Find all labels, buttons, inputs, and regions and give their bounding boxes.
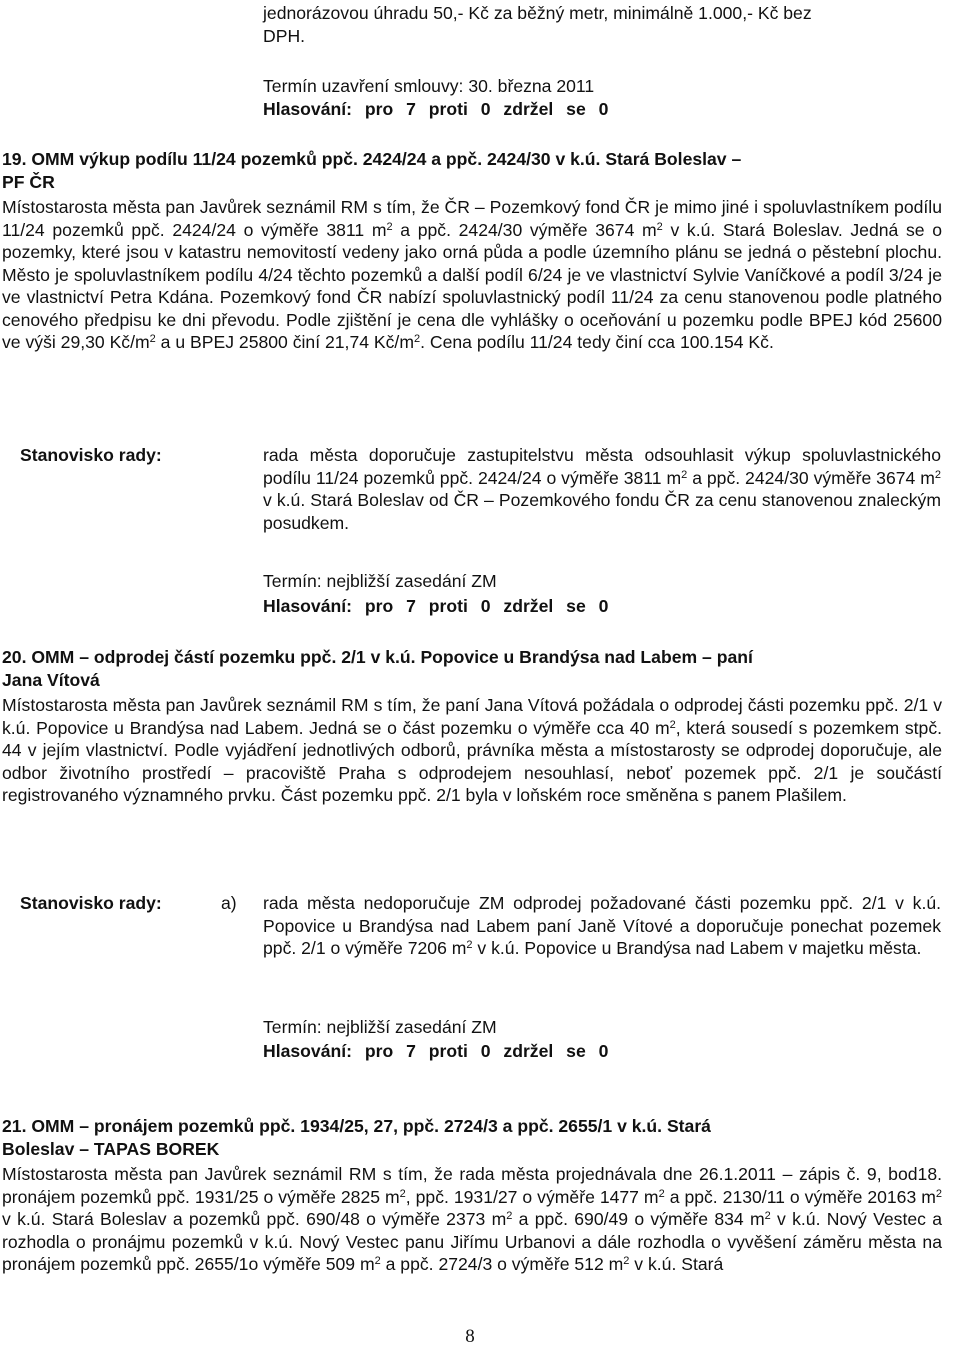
sup: 2 (466, 939, 473, 951)
s19-heading (2, 148, 942, 193)
s19-stanovisko-label: Stanovisko rady: (20, 445, 162, 465)
s20-st-part1: rada města nedoporučuje ZM odprodej požadované části pozemku ppč. 2/1 v k.ú. Popovice u Brandýsa nad Labem paní Janě Vítové a doporučuje ponechat pozemek ppč. 2/1 o výměře 7206 m (263, 893, 941, 958)
s21-body-part4: v k.ú. Stará Boleslav a pozemků ppč. 690/48 o výměře 2373 m (2, 1209, 507, 1229)
s20-body-part2: , která sousedí s pozemkem stpč. 44 v jejím vlastnictví. Podle vyjádření jednotlivých odborů, právníka města a místostarosty se odprodej doporučuje, ale odbor životního prostředí – pracoviště Praha s odprodejem nesouhlasí, neboť pozemek ppč. 2/1 je součástí registrovaného významného prvku. Část pozemku ppč. 2/1 byla v loňském roce směněna s panem Plašilem. (2, 717, 943, 805)
sup: 2 (413, 333, 421, 345)
s21-body-part5: a ppč. 690/49 o výměře 834 m (512, 1209, 765, 1229)
s20-termin: Termín: nejbližší zasedání ZM (263, 1017, 497, 1037)
top-vote: Hlasování: pro 7 proti 0 zdržel se 0 (263, 99, 609, 119)
s21-body-part8: v k.ú. Stará (629, 1254, 724, 1274)
s20-stanovisko-label: Stanovisko rady: (20, 893, 162, 913)
top-line1: jednorázovou úhradu 50,- Kč za běžný metr, minimálně 1.000,- Kč bez (263, 3, 812, 23)
s19-body-part2: a ppč. 2424/30 výměře 3674 m (392, 219, 657, 240)
s20-heading-line1: 20. OMM – odprodej částí pozemku ppč. 2/1 v k.ú. Popovice u Brandýsa nad Labem – paní (2, 647, 753, 667)
s19-heading-line2: PF ČR (2, 171, 55, 192)
sup: 2 (764, 1210, 771, 1222)
sup: 2 (386, 220, 393, 233)
s21-body-part1: Místostarosta města pan Javůrek seznámil RM s tím, že rada města projednávala dne 26.1.2011 – zápis č. 9, bod18. pronájem pozemků ppč. 1931/25 o výměře 2825 m (2, 1164, 942, 1207)
s19-stanovisko-text (263, 444, 941, 534)
s20-body (2, 694, 942, 807)
top-continuation (263, 2, 941, 47)
s20-vote: Hlasování: pro 7 proti 0 zdržel se 0 (263, 1041, 609, 1061)
page-number: 8 (465, 1326, 475, 1347)
top-termin: Termín uzavření smlouvy: 30. března 2011 (263, 76, 595, 96)
sup: 2 (374, 1255, 381, 1267)
s20-body-part1: Místostarosta města pan Javůrek seznámil RM s tím, že paní Jana Vítová požádala o odprodej části pozemku ppč. 2/1 v k.ú. Popovice u Brandýsa nad Labem. Jedná se o část pozemku o výměře cca 40 m (2, 695, 942, 738)
s19-vote: Hlasování: pro 7 proti 0 zdržel se 0 (263, 596, 609, 616)
top-line2: DPH. (263, 25, 306, 46)
s19-st-part2: a ppč. 2424/30 výměře 3674 m (687, 467, 935, 488)
s19-termin: Termín: nejbližší zasedání ZM (263, 571, 497, 591)
s21-body-part2: , ppč. 1931/27 o výměře 1477 m (405, 1186, 659, 1207)
s21-body-part7: a ppč. 2724/3 o výměře 512 m (380, 1254, 624, 1274)
s21-body (2, 1163, 942, 1276)
sup: 2 (399, 1187, 406, 1200)
s20-st-part2: v k.ú. Popovice u Brandýsa nad Labem v majetku města. (472, 938, 922, 958)
s21-heading-line2: Boleslav – TAPAS BOREK (2, 1138, 220, 1159)
sup: 2 (669, 718, 676, 731)
sup: 2 (934, 468, 941, 481)
s19-st-part1: rada města doporučuje zastupitelstvu města odsouhlasit výkup spoluvlastnického podílu 11/24 pozemků ppč. 2424/24 o výměře 3811 m (263, 445, 941, 488)
s21-body-part3: a ppč. 2130/11 o výměře 20163 m (664, 1186, 936, 1207)
sup: 2 (658, 1187, 665, 1200)
s19-body-part1: Místostarosta města pan Javůrek seznámil RM s tím, že ČR – Pozemkový fond ČR je mimo jiné i spoluvlastníkem podílu 11/24 pozemků ppč. 2424/24 o výměře 3811 m (2, 197, 942, 240)
sup: 2 (506, 1210, 513, 1222)
s20-heading-line2: Jana Vítová (2, 669, 100, 690)
sup: 2 (935, 1187, 943, 1200)
s19-st-part3: v k.ú. Stará Boleslav od ČR – Pozemkového fondu ČR za cenu stanovenou znaleckým posudkem. (263, 490, 941, 533)
sup: 2 (623, 1255, 630, 1267)
s19-body-part5: . Cena podílu 11/24 tedy činí cca 100.154 Kč. (420, 332, 774, 352)
s20-stanovisko-text (263, 892, 941, 960)
sup: 2 (656, 220, 663, 233)
s19-body-part4: a u BPEJ 25800 činí 21,74 Kč/m (155, 332, 414, 352)
s20-item-mark: a) (221, 893, 237, 913)
sup: 2 (681, 468, 688, 481)
s19-body (2, 196, 942, 354)
s21-heading-line1: 21. OMM – pronájem pozemků ppč. 1934/25, 27, ppč. 2724/3 a ppč. 2655/1 v k.ú. Stará (2, 1116, 711, 1136)
s19-heading-line1: 19. OMM výkup podílu 11/24 pozemků ppč. 2424/24 a ppč. 2424/30 v k.ú. Stará Boleslav – (2, 149, 742, 169)
s20-heading (2, 646, 942, 691)
s21-heading (2, 1115, 942, 1160)
s19-body-part3: v k.ú. Stará Boleslav. Jedná se o pozemky, které jsou v katastru nemovitostí vedeny jako orná půda a podle územního plánu se jedná o pěstební plochu. Město je spoluvlastníkem podílu 4/24 těchto pozemků a další podíl 6/24 je ve vlastnictví Sylvie Vaníčkové a podíl 3/24 je ve vlastnictví Petra Kdána. Pozemkový fond ČR nabízí spoluvlastnický podíl 11/24 za cenu stanovenou podle platného cenového předpisu ke dni převodu. Podle zjištění je cena dle vyhlášky o oceňování u pozemku podle BPEJ kód 25600 ve výši 29,30 Kč/m (2, 219, 942, 352)
s21-body-part6: v k.ú. Nový Vestec a rozhodla o pronájmu pozemků v k.ú. Nový Vestec panu Jiřímu Urbanovi a dále rozhodla o vyvěšení záměru města na pronájem pozemků ppč. 2655/1o výměře 509 m (2, 1209, 942, 1274)
sup: 2 (149, 333, 156, 345)
